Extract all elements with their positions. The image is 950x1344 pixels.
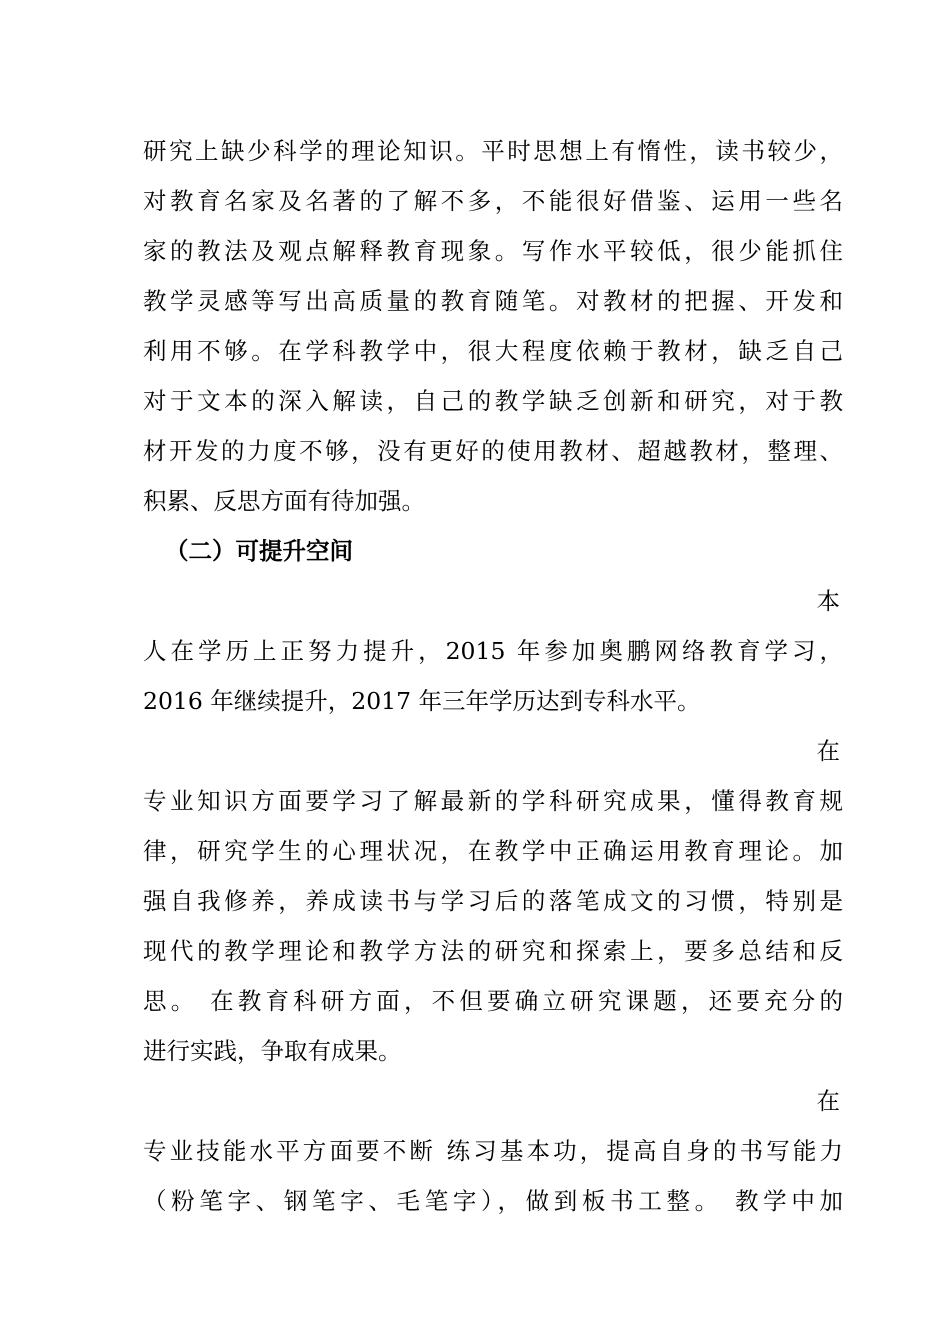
paragraph-lead-char: 在	[816, 737, 840, 765]
text-line: 家的教法及观点解释教育现象。写作水平较低，很少能抓住	[143, 237, 843, 265]
text-line: （粉笔字、钢笔字、毛笔字），做到板书工整。 教学中加	[143, 1187, 843, 1215]
text-line: 强自我修养，养成读书与学习后的落笔成文的习惯，特别是	[143, 887, 843, 915]
text-line: 进行实践，争取有成果。	[143, 1037, 402, 1065]
text-line: 研究上缺少科学的理论知识。平时思想上有惰性，读书较少，	[143, 137, 843, 165]
text-line: 现代的教学理论和教学方法的研究和探索上，要多总结和反	[143, 937, 843, 965]
paragraph-lead-char: 在	[816, 1087, 840, 1115]
text-line: 律，研究学生的心理状况，在教学中正确运用教育理论。加	[143, 837, 843, 865]
paragraph-lead-char: 本	[816, 587, 840, 615]
text-line: 材开发的力度不够，没有更好的使用教材、超越教材，整理、	[143, 437, 843, 465]
text-line: 思。 在教育科研方面，不但要确立研究课题，还要充分的	[143, 987, 843, 1015]
section-heading: （二）可提升空间	[165, 537, 353, 565]
text-line: 利用不够。在学科教学中，很大程度依赖于教材，缺乏自己	[143, 337, 843, 365]
text-line: 对教育名家及名著的了解不多，不能很好借鉴、运用一些名	[143, 187, 843, 215]
text-line: 专业知识方面要学习了解最新的学科研究成果，懂得教育规	[143, 787, 843, 815]
text-line: 专业技能水平方面要不断 练习基本功，提高自身的书写能力	[143, 1137, 843, 1165]
text-line: 2016 年继续提升，2017 年三年学历达到专科水平。	[143, 687, 701, 715]
text-line: 教学灵感等写出高质量的教育随笔。对教材的把握、开发和	[143, 287, 843, 315]
text-line: 人在学历上正努力提升，2015 年参加奥鹏网络教育学习，	[143, 637, 843, 665]
text-line: 积累、反思方面有待加强。	[143, 487, 425, 515]
text-line: 对于文本的深入解读，自己的教学缺乏创新和研究，对于教	[143, 387, 843, 415]
